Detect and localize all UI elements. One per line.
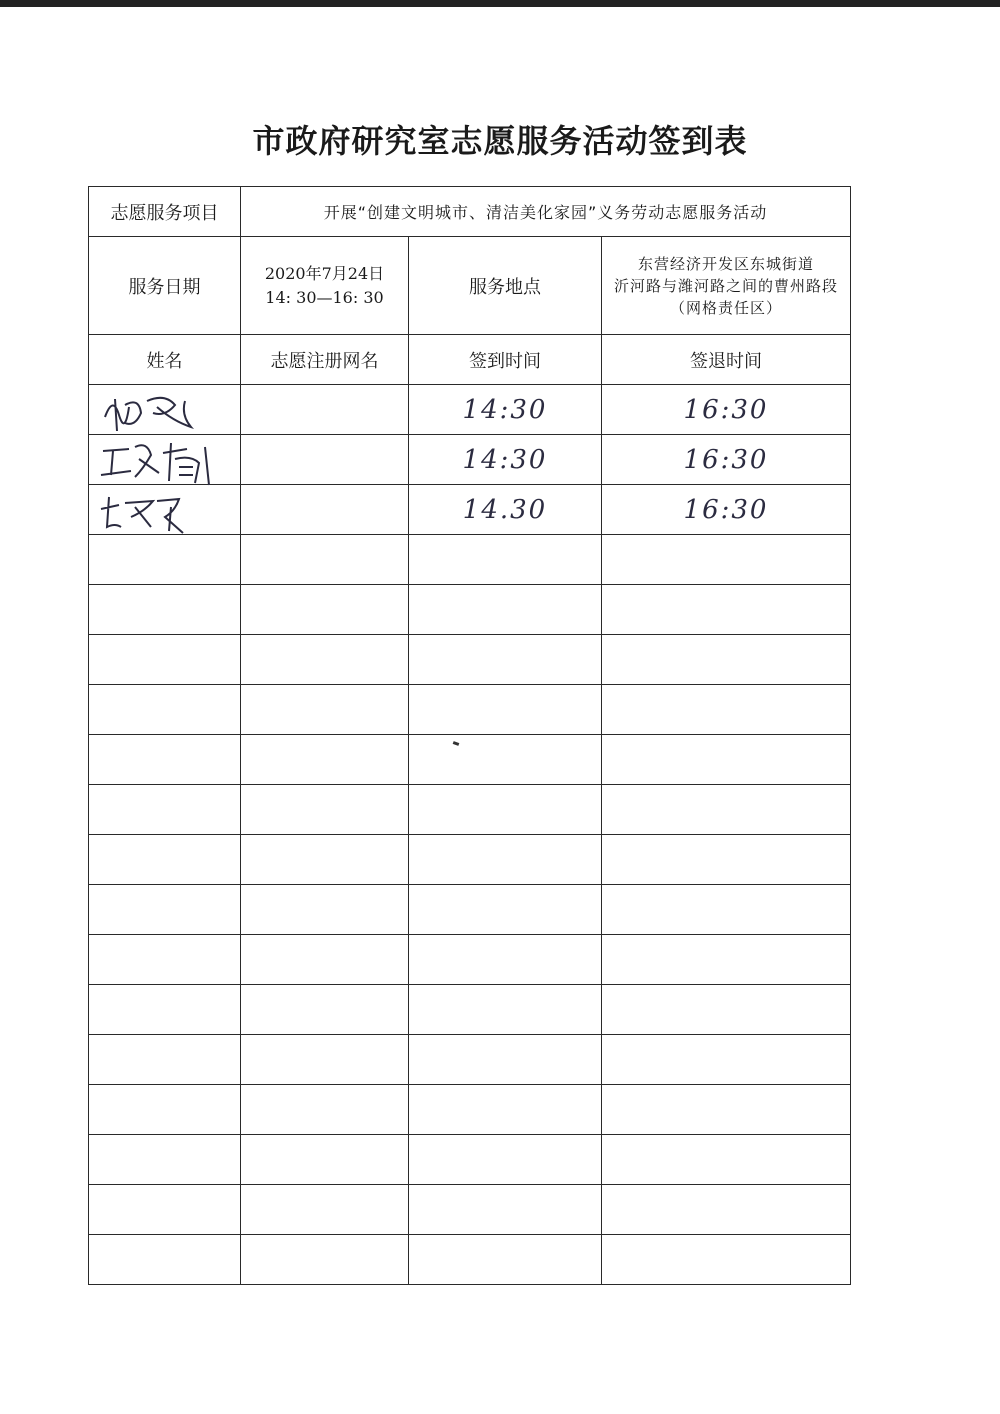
empty-name-cell [89,885,241,935]
column-header-name: 姓名 [89,335,241,385]
checkout-time: 16:30 [602,485,851,535]
empty-name-cell [89,835,241,885]
column-header-row [89,335,851,385]
empty-row [89,1085,851,1135]
entry-row [89,485,851,535]
column-header-username: 志愿注册网名 [241,335,409,385]
empty-row [89,1235,851,1285]
empty-username-cell [241,1135,409,1185]
service-date-value [241,237,409,335]
empty-checkout-cell [602,985,851,1035]
username-cell [241,485,409,535]
empty-checkout-cell [602,835,851,885]
empty-name-cell [89,1235,241,1285]
empty-username-cell [241,1085,409,1135]
empty-name-cell [89,635,241,685]
service-time-line: 14: 30—16: 30 [265,287,384,307]
entry-row [89,385,851,435]
empty-checkin-cell [409,535,602,585]
service-date-label: 服务日期 [89,237,241,335]
empty-row [89,535,851,585]
checkin-time: 14:30 [409,435,602,485]
empty-username-cell [241,1185,409,1235]
project-label: 志愿服务项目 [89,187,241,237]
empty-name-cell [89,935,241,985]
empty-row [89,885,851,935]
empty-row [89,985,851,1035]
empty-name-cell [89,785,241,835]
empty-name-cell [89,735,241,785]
empty-checkout-cell [602,535,851,585]
empty-username-cell [241,735,409,785]
handwritten-signature [95,487,195,537]
empty-row [89,785,851,835]
empty-checkout-cell [602,585,851,635]
service-location-label: 服务地点 [409,237,602,335]
empty-checkout-cell [602,685,851,735]
service-date-line: 2020年7月24日 [264,263,385,283]
entry-row [89,435,851,485]
empty-checkin-cell [409,1235,602,1285]
project-row [89,187,851,237]
location-line-3: （网格责任区） [670,298,783,317]
empty-checkout-cell [602,1185,851,1235]
empty-username-cell [241,535,409,585]
service-location-value [602,237,851,335]
empty-row [89,585,851,635]
handwritten-signature [95,437,225,487]
username-cell [241,435,409,485]
username-cell [241,385,409,435]
empty-row [89,835,851,885]
scan-edge [0,0,1000,7]
empty-username-cell [241,785,409,835]
empty-username-cell [241,1235,409,1285]
empty-name-cell [89,685,241,735]
empty-username-cell [241,635,409,685]
empty-username-cell [241,985,409,1035]
empty-name-cell [89,585,241,635]
checkout-time: 16:30 [602,385,851,435]
location-line-2: 沂河路与潍河路之间的曹州路段 [614,276,839,295]
name-signature-cell [89,385,241,435]
empty-name-cell [89,535,241,585]
column-header-checkout: 签退时间 [602,335,851,385]
empty-checkout-cell [602,1085,851,1135]
sign-in-sheet [88,186,850,1285]
empty-username-cell [241,685,409,735]
empty-checkout-cell [602,1235,851,1285]
project-value: 开展“创建文明城市、清洁美化家园”义务劳动志愿服务活动 [241,187,851,237]
empty-username-cell [241,935,409,985]
empty-checkin-cell [409,1135,602,1185]
empty-row [89,635,851,685]
service-info-row [89,237,851,335]
empty-name-cell [89,985,241,1035]
empty-checkin-cell [409,685,602,735]
empty-checkin-cell [409,585,602,635]
name-signature-cell [89,485,241,535]
empty-checkin-cell [409,935,602,985]
empty-username-cell [241,835,409,885]
empty-checkin-cell [409,785,602,835]
empty-checkin-cell [409,1035,602,1085]
location-line-1: 东营经济开发区东城街道 [638,254,815,273]
empty-row [89,735,851,785]
empty-row [89,1185,851,1235]
empty-name-cell [89,1085,241,1135]
empty-username-cell [241,585,409,635]
empty-username-cell [241,885,409,935]
name-signature-cell [89,435,241,485]
page-title: 市政府研究室志愿服务活动签到表 [252,122,748,160]
empty-checkout-cell [602,635,851,685]
checkin-time: 14.30 [409,485,602,535]
empty-name-cell [89,1185,241,1235]
checkout-time: 16:30 [602,435,851,485]
empty-checkout-cell [602,885,851,935]
empty-checkin-cell [409,1085,602,1135]
empty-checkout-cell [602,1135,851,1185]
empty-checkin-cell [409,1185,602,1235]
empty-checkout-cell [602,1035,851,1085]
empty-name-cell [89,1035,241,1085]
empty-checkin-cell [409,985,602,1035]
empty-checkin-cell [409,635,602,685]
checkin-time: 14:30 [409,385,602,435]
empty-checkout-cell [602,735,851,785]
empty-row [89,685,851,735]
empty-checkin-cell [409,885,602,935]
empty-checkin-cell [409,735,602,785]
sign-in-table [88,186,851,1285]
empty-checkout-cell [602,785,851,835]
empty-checkout-cell [602,935,851,985]
empty-row [89,1035,851,1085]
column-header-checkin: 签到时间 [409,335,602,385]
empty-username-cell [241,1035,409,1085]
empty-row [89,935,851,985]
empty-name-cell [89,1135,241,1185]
empty-checkin-cell [409,835,602,885]
empty-row [89,1135,851,1185]
handwritten-signature [95,387,215,437]
